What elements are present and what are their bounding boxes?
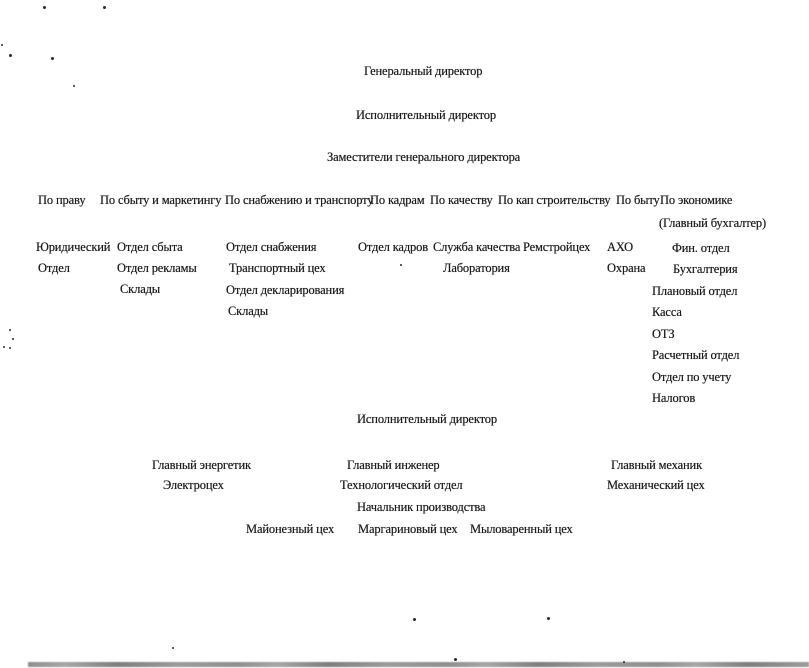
unit-declaration-dept: Отдел декларирования <box>226 283 345 297</box>
scan-speck <box>400 264 402 266</box>
scan-speck <box>103 6 106 9</box>
unit-hr-dept: Отдел кадров <box>358 240 428 254</box>
unit-supply-dept: Отдел снабжения <box>226 240 317 254</box>
unit-legal-2: Отдел <box>38 261 70 275</box>
unit-warehouses-2: Склады <box>228 304 269 318</box>
unit-cash-office: Касса <box>652 305 682 319</box>
unit-warehouses-1: Склады <box>120 282 161 296</box>
scan-speck <box>9 329 11 331</box>
scan-speck <box>454 658 457 661</box>
scanner-edge-bar <box>28 662 809 667</box>
deputy-title-economy: По экономике <box>660 193 733 207</box>
unit-accounting: Бухгалтерия <box>673 262 738 276</box>
unit-tax-dept-line1: Отдел по учету <box>652 370 732 384</box>
scan-speck <box>172 647 174 649</box>
deputy-title-supply: По снабжению и транспорту <box>225 193 374 207</box>
unit-quality-service: Служба качества <box>433 240 521 254</box>
deputy-title-sales: По сбыту и маркетингу <box>100 193 222 207</box>
production-head: Начальник производства <box>357 500 486 514</box>
executive-director-heading: Исполнительный директор <box>357 412 497 426</box>
deputy-subtitle-chief-accountant: (Главный бухгалтер) <box>659 216 767 230</box>
deputy-title-welfare: По быту <box>616 193 660 207</box>
margarine-shop: Маргариновый цех <box>358 522 458 536</box>
scan-speck <box>3 346 5 348</box>
unit-sales-dept: Отдел сбыта <box>117 240 183 254</box>
scan-speck <box>623 661 625 663</box>
unit-settlement-dept: Расчетный отдел <box>652 348 740 362</box>
unit-security: Охрана <box>607 261 646 275</box>
scan-speck <box>51 57 54 60</box>
mayonnaise-shop: Майонезный цех <box>246 522 335 536</box>
chief-mechanic: Главный механик <box>611 458 703 472</box>
scan-speck <box>413 618 416 621</box>
chief-engineer: Главный инженер <box>347 458 440 472</box>
deputies-heading: Заместители генерального директора <box>327 150 521 164</box>
unit-legal-1: Юридический <box>36 240 111 254</box>
mechanical-shop: Механический цех <box>607 478 705 492</box>
deputy-title-quality: По качеству <box>430 193 493 207</box>
unit-transport-shop: Транспортный цех <box>229 261 326 275</box>
scan-speck <box>9 54 12 57</box>
scan-speck <box>1 44 3 46</box>
electric-shop: Электроцех <box>163 478 224 492</box>
general-director-title: Генеральный директор <box>364 64 483 78</box>
unit-remstroitseh: Ремстройцех <box>523 240 591 254</box>
executive-director-title: Исполнительный директор <box>356 108 496 122</box>
scan-speck <box>43 6 46 9</box>
unit-otz: ОТЗ <box>652 327 675 341</box>
chief-power-engineer: Главный энергетик <box>152 458 251 472</box>
unit-fin-dept: Фин. отдел <box>672 241 730 255</box>
scan-speck <box>9 347 11 349</box>
technology-dept: Технологический отдел <box>340 478 463 492</box>
scan-speck <box>12 338 14 340</box>
deputy-title-construction: По кап строительству <box>498 193 611 207</box>
unit-laboratory: Лаборатория <box>443 261 510 275</box>
unit-aho: АХО <box>607 240 633 254</box>
unit-tax-dept-line2: Налогов <box>652 391 696 405</box>
scan-speck <box>547 617 550 620</box>
unit-advert-dept: Отдел рекламы <box>117 261 197 275</box>
scan-speck <box>73 85 75 87</box>
deputy-title-hr: По кадрам <box>370 193 425 207</box>
deputy-title-law: По праву <box>38 193 86 207</box>
soap-shop: Мыловаренный цех <box>470 522 573 536</box>
unit-planning-dept: Плановый отдел <box>652 284 738 298</box>
